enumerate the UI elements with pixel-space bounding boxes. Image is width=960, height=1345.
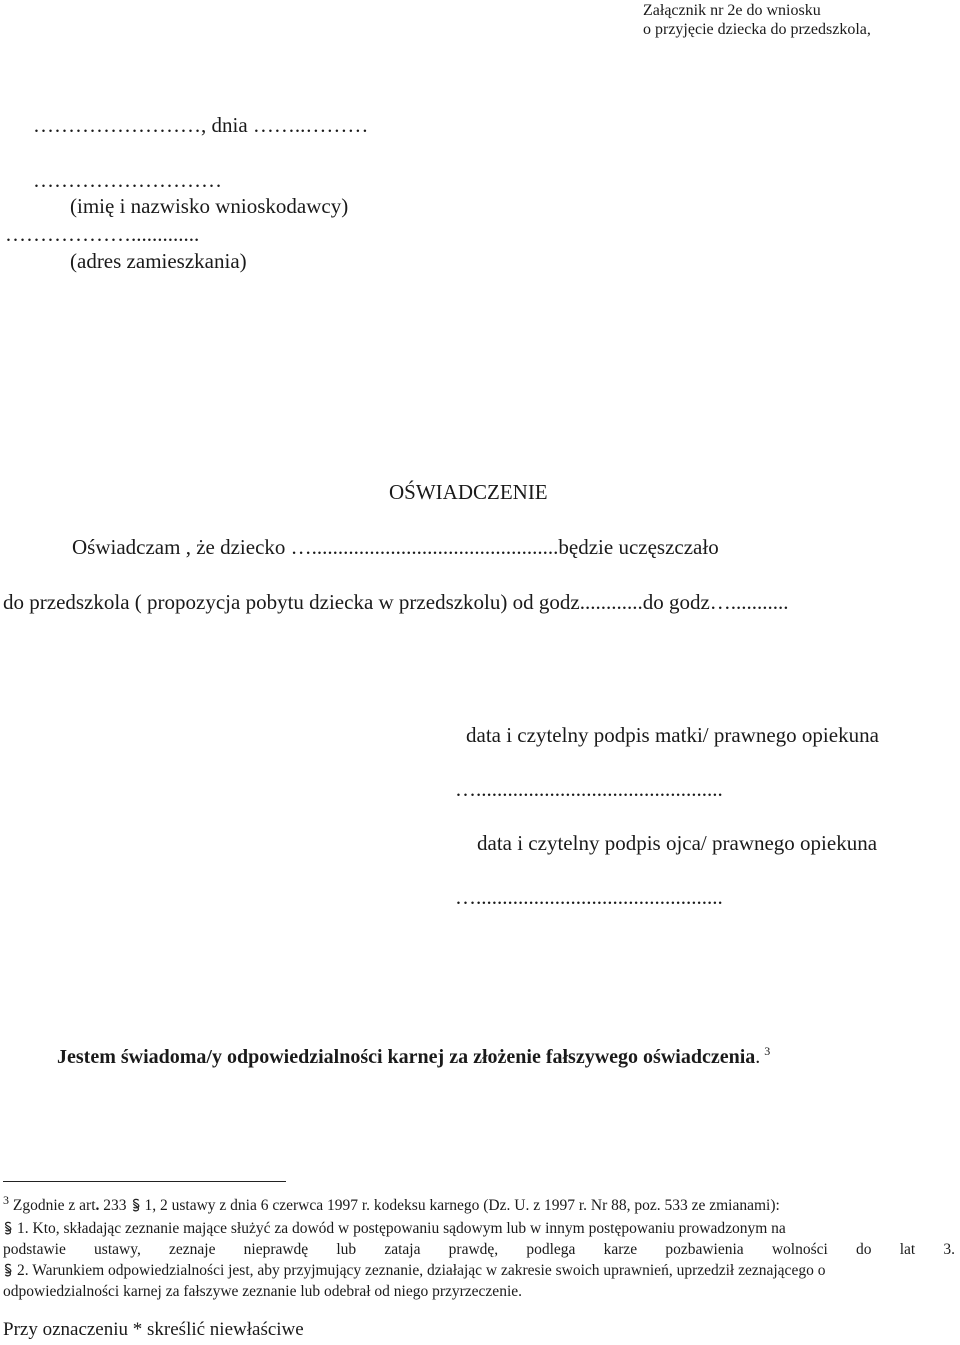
mother-signature-label: data i czytelny podpis matki/ prawnego opiekuna [466,723,879,747]
declaration-title: OŚWIADCZENIE [389,480,548,504]
declaration-line2: do przedszkola ( propozycja pobytu dziecka w przedszkolu) od godz............do godz…........... [3,590,789,614]
footnote-line1-b: 233 [103,1197,127,1214]
section-sign-icon [3,1263,13,1277]
footnote-line1 [3,1192,780,1215]
footnote-line1-a: Zgodnie z art [12,1197,96,1214]
applicant-name-dots: ……………………… [33,168,222,192]
footnote-line1-dot: . [95,1197,100,1214]
applicant-address-label: (adres zamieszkania) [70,249,247,273]
place-date-line: ……………………, dnia ……..……… [33,113,369,137]
responsibility-footnote-ref: 3 [764,1044,771,1059]
declaration-line1: Oświadczam , że dziecko …...............................................będzie uczęszczało [72,535,719,559]
footnote-line2-text: Kto, składając zeznanie mające służyć za dowód w postępowaniu sądowym lub w innym postępowaniu prowadzonym na [32,1220,786,1237]
responsibility-statement [57,1046,770,1069]
section-sign-icon [3,1221,13,1235]
attachment-header-line2: o przyjęcie dziecka do przedszkola, [643,21,871,38]
footnote-line4 [3,1262,825,1280]
footnote-line5: odpowiedzialności karnej za fałszywe zeznanie lub odebrał od niego przyrzeczenie. [3,1283,523,1300]
father-signature-label: data i czytelny podpis ojca/ prawnego opiekuna [477,831,878,855]
applicant-name-label: (imię i nazwisko wnioskodawcy) [70,194,349,218]
footnote-line3: podstawie ustawy, zeznaje nieprawdę lub zataja prawdę, podlega karze pozbawienia wolności do lat 3. [3,1241,955,1258]
footnote-line2 [3,1220,786,1238]
section-sign-icon [131,1198,141,1212]
footnote-line4-text: Warunkiem odpowiedzialności jest, aby przyjmujący zeznanie, działając w zakresie swoich uprawnień, uprzedził zeznającego o [32,1262,826,1279]
applicant-address-dots: ………………............. [5,222,200,246]
footnote-line2-pre: 1. [17,1220,29,1237]
footnote-line1-c: 1, 2 ustawy z dnia 6 czerwca 1997 r. kodeksu karnego (Dz. U. z 1997 r. Nr 88, poz. 533 ze zmianami): [144,1197,780,1214]
attachment-header-line1: Załącznik nr 2e do wniosku [643,2,821,19]
strike-out-note: Przy oznaczeniu * skreślić niewłaściwe [3,1319,304,1340]
footnote-line4-pre: 2. [17,1262,29,1279]
father-signature-dots: …............................................... [455,885,723,909]
footnote-marker: 3 [3,1192,9,1207]
footnote-separator [3,1181,286,1182]
responsibility-text: Jestem świadoma/y odpowiedzialności karnej za złożenie fałszywego oświadczenia [57,1046,756,1068]
responsibility-dot: . [755,1046,761,1068]
mother-signature-dots: …............................................... [455,777,723,801]
